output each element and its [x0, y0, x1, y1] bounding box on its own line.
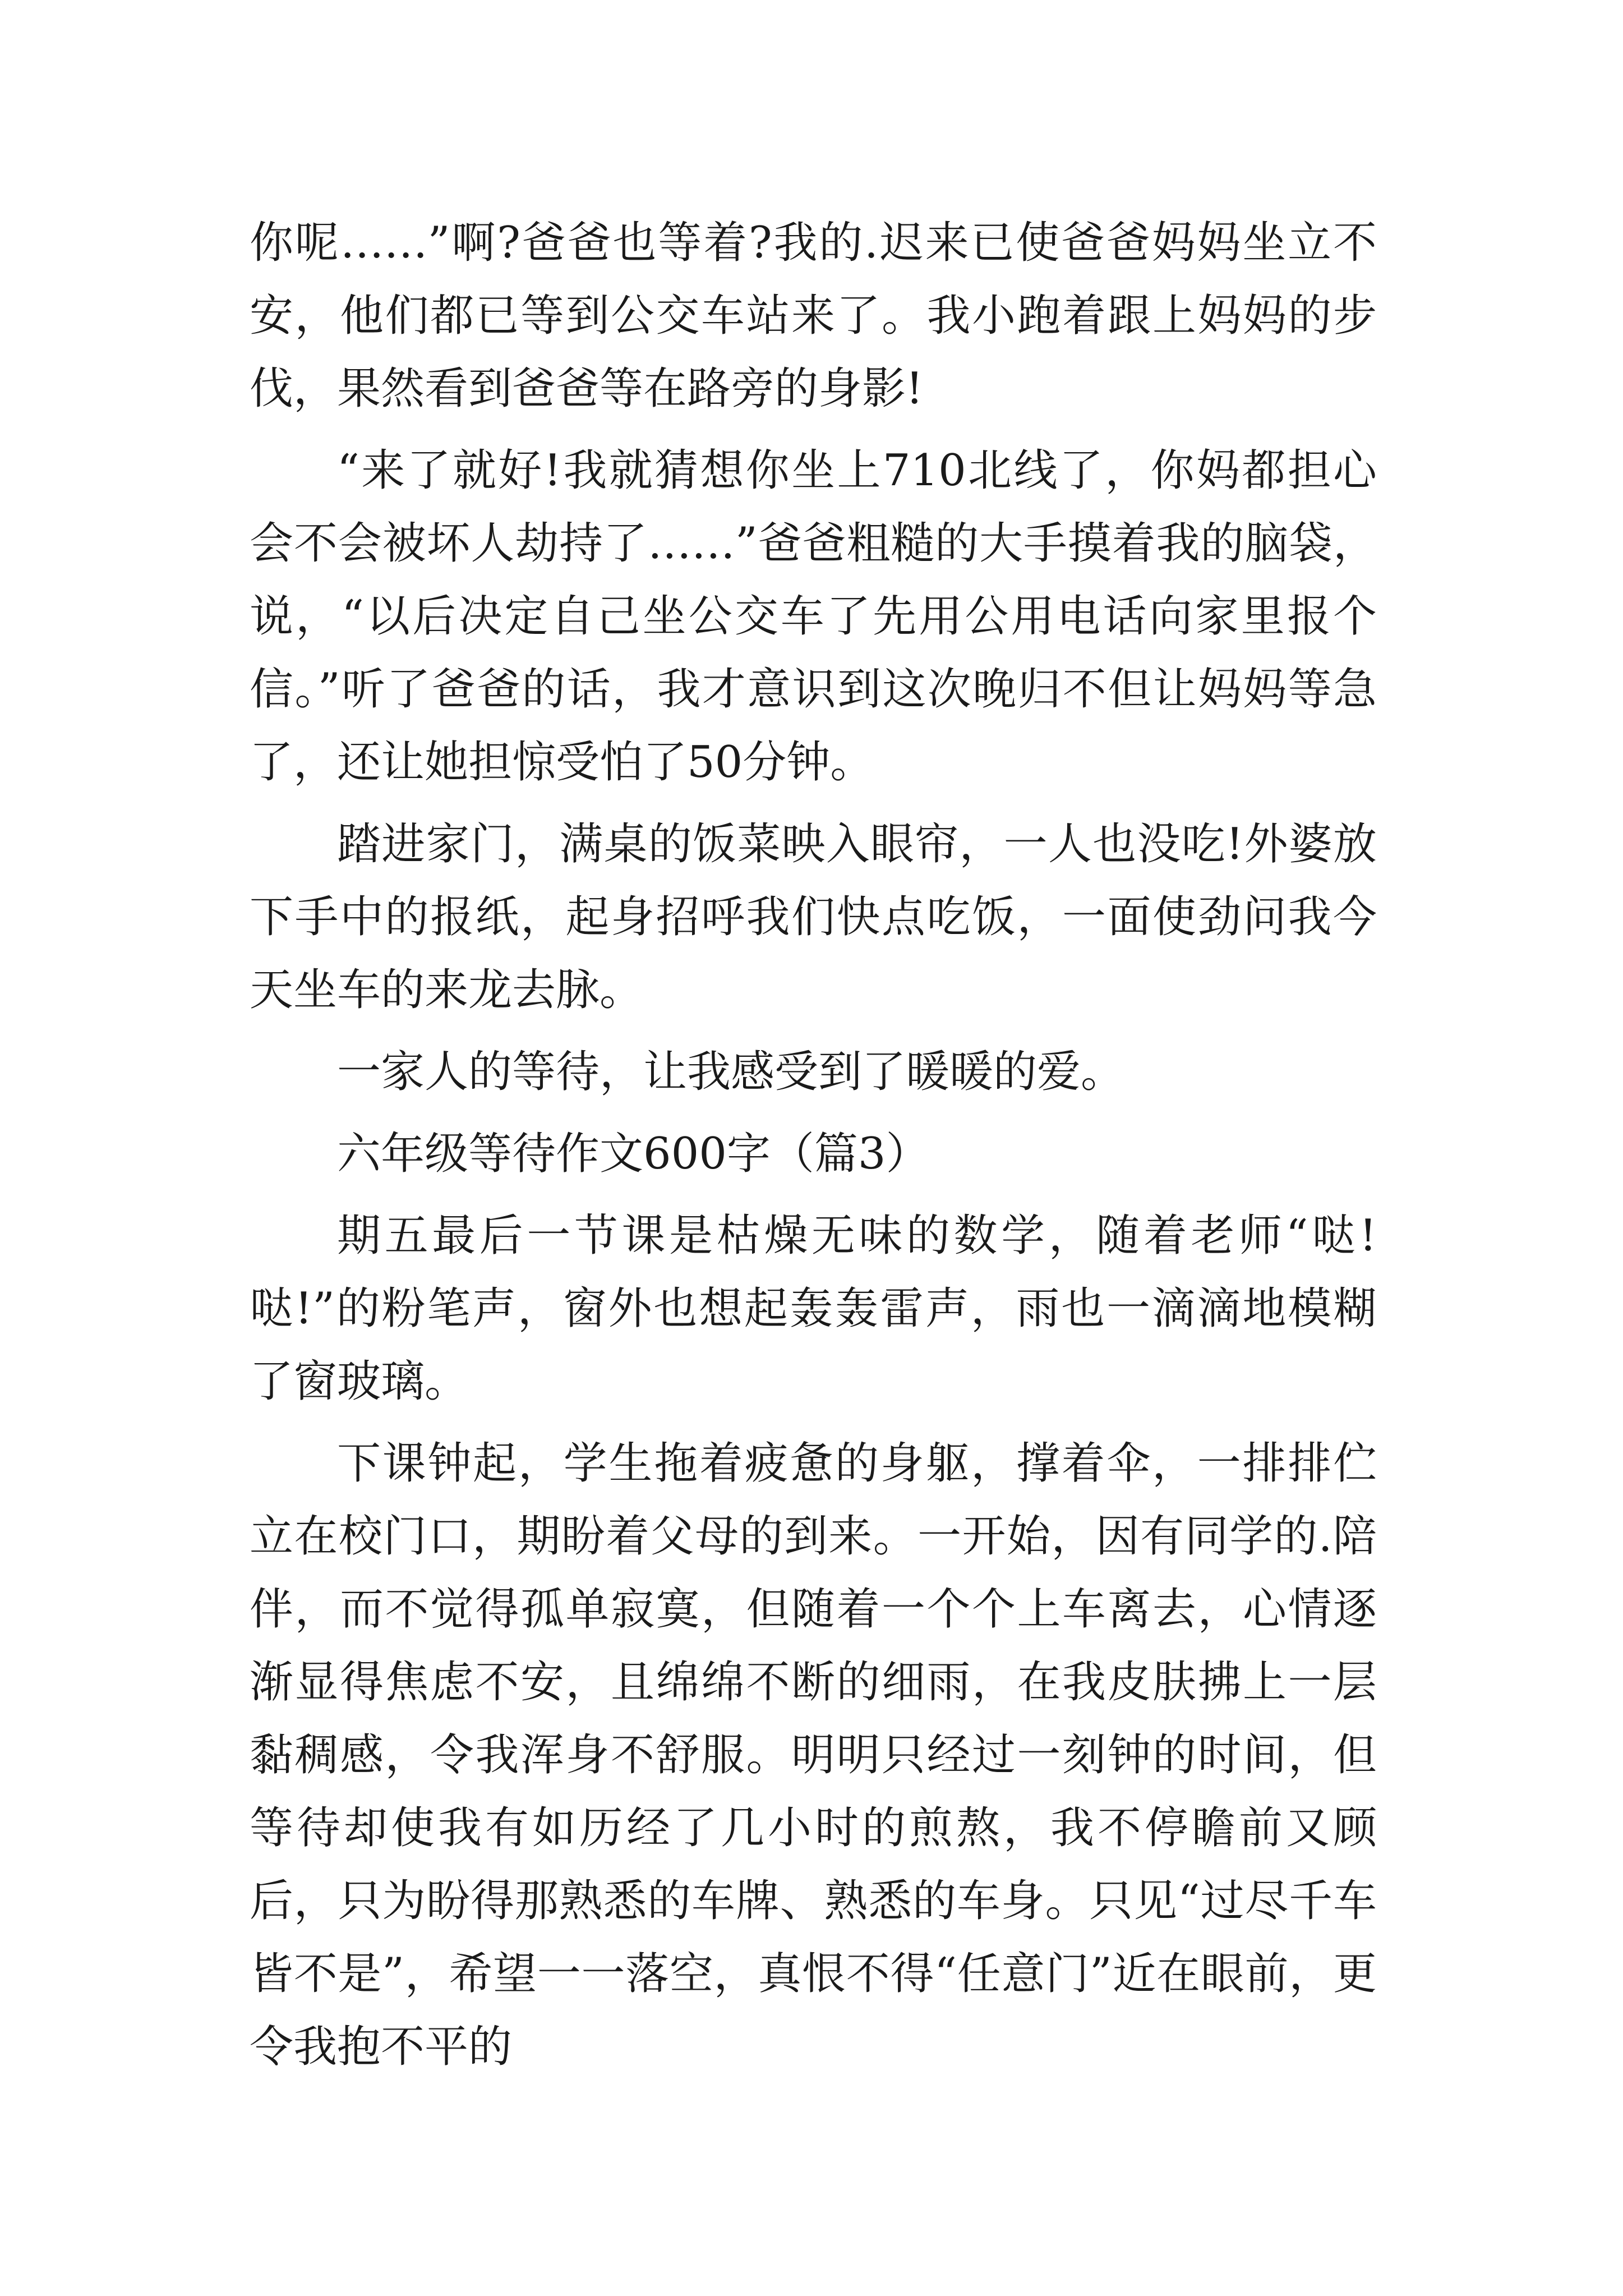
paragraph-waiting-gate: 下课钟起，学生拖着疲惫的身躯，撑着伞，一排排伫立在校门口，期盼着父母的到来。一开始，因有同学的.陪伴，而不觉得孤单寂寞，但随着一个个上车离去，心情逐渐显得焦虑不安，且绵绵不断的细雨，在我皮肤拂上一层黏稠感，令我浑身不舒服。明明只经过一刻钟的时间，但等待却使我有如历经了几小时的煎熬，我不停瞻前又顾后，只为盼得那熟悉的车牌、熟悉的车身。只见“过尽千车皆不是”，希望一一落空，真恨不得“任意门”近在眼前，更令我抱不平的 [250, 1438, 1377, 2072]
paragraph-math-class: 期五最后一节课是枯燥无味的数学，随着老师“哒!哒!”的粉笔声，窗外也想起轰轰雷声，雨也一滴滴地模糊了窗玻璃。 [250, 1211, 1377, 1407]
paragraph-continuation: 你呢……”啊?爸爸也等着?我的.迟来已使爸爸妈妈坐立不安，他们都已等到公交车站来了。我小跑着跟上妈妈的步伐，果然看到爸爸等在路旁的身影! [250, 218, 1377, 414]
paragraph-father-speech: “来了就好!我就猜想你坐上710北线了，你妈都担心会不会被坏人劫持了……”爸爸粗糙的大手摸着我的脑袋，说，“以后决定自己坐公交车了先用公用电话向家里报个信。”听了爸爸的话，我才意识到这次晚归不但让妈妈等急了，还让她担惊受怕了50分钟。 [250, 445, 1377, 788]
paragraph-family-love: 一家人的等待，让我感受到了暖暖的爱。 [337, 1047, 1125, 1097]
paragraph-home-dinner: 踏进家门，满桌的饭菜映入眼帘，一人也没吃!外婆放下手中的报纸，起身招呼我们快点吃饭，一面使劲问我今天坐车的来龙去脉。 [250, 819, 1377, 1015]
article-body [250, 206, 1377, 2083]
section-heading: 六年级等待作文600字（篇3） [337, 1129, 930, 1179]
